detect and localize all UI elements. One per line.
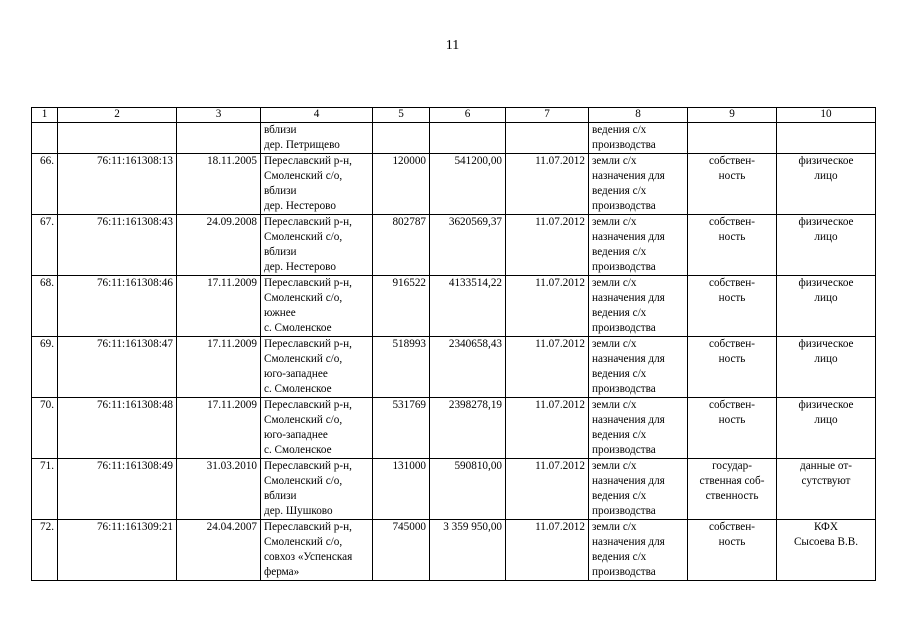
category-line: производства: [592, 383, 656, 395]
right-type-line: собствен-: [708, 216, 755, 228]
holder-line: физическое: [798, 338, 854, 350]
column-header: 9: [688, 108, 777, 123]
right-type-cell: [688, 398, 777, 459]
category-line: производства: [592, 566, 656, 578]
right-type-line: собствен-: [708, 155, 755, 167]
holder-line: Сысоева В.В.: [793, 536, 859, 548]
registration-date-cell: 17.11.2009: [177, 398, 261, 459]
address-line: вблизи: [264, 185, 297, 197]
column-header: 5: [373, 108, 430, 123]
right-type-line: ность: [718, 536, 746, 548]
table-row: [32, 276, 876, 337]
category-line: ведения с/х: [592, 368, 647, 380]
area-cell: 131000: [373, 459, 430, 520]
registration-date-cell: 24.04.2007: [177, 520, 261, 581]
cadastral-number-cell: 76:11:161308:48: [58, 398, 177, 459]
address-line: совхоз «Успенская: [264, 551, 353, 563]
category-line: ведения с/х: [592, 246, 647, 258]
cell-empty: [58, 123, 177, 154]
column-header: 8: [589, 108, 688, 123]
category-line: производства: [592, 200, 656, 212]
cell-empty: [430, 123, 506, 154]
holder-cell: [777, 276, 876, 337]
address-line: Смоленский с/о,: [264, 231, 343, 243]
category-line: земли с/х: [592, 460, 637, 472]
cadastral-cost-cell: 2398278,19: [430, 398, 506, 459]
category-cell: [589, 154, 688, 215]
address-line: юго-западнее: [264, 429, 328, 441]
holder-line: физическое: [798, 277, 854, 289]
right-type-cell: [688, 215, 777, 276]
cost-date-cell: 11.07.2012: [506, 398, 589, 459]
cell-empty: [688, 123, 777, 154]
category-line: назначения для: [592, 231, 665, 243]
right-type-line: государ-: [712, 460, 752, 472]
cadastral-cost-cell: 3 359 950,00: [430, 520, 506, 581]
category-cell: [589, 215, 688, 276]
holder-line: лицо: [814, 414, 838, 426]
table-row: [32, 337, 876, 398]
right-type-cell: [688, 337, 777, 398]
address-line: юго-западнее: [264, 368, 328, 380]
category-line: ведения с/х: [592, 490, 647, 502]
category-line: назначения для: [592, 353, 665, 365]
row-number-cell: 71.: [32, 459, 58, 520]
holder-cell: [777, 215, 876, 276]
address-line: Смоленский с/о,: [264, 414, 343, 426]
holder-line: физическое: [798, 155, 854, 167]
address-cell: [261, 215, 373, 276]
right-type-line: ственность: [705, 490, 759, 502]
cadastral-number-cell: 76:11:161308:46: [58, 276, 177, 337]
address-line: южнее: [264, 307, 296, 319]
cell-empty: [373, 123, 430, 154]
holder-cell: [777, 337, 876, 398]
category-cell: [589, 276, 688, 337]
cell-empty: [177, 123, 261, 154]
address-line: Переславский р-н,: [264, 460, 352, 472]
category-line: ведения с/х: [592, 429, 647, 441]
holder-line: данные от-: [800, 460, 852, 472]
category-line: назначения для: [592, 292, 665, 304]
area-cell: 518993: [373, 337, 430, 398]
column-header: 4: [261, 108, 373, 123]
address-cell: [261, 337, 373, 398]
holder-line: лицо: [814, 170, 838, 182]
holder-line: лицо: [814, 292, 838, 304]
cadastral-cost-cell: 2340658,43: [430, 337, 506, 398]
column-number-row: [32, 108, 876, 123]
cadastral-number-cell: 76:11:161308:43: [58, 215, 177, 276]
address-line: Смоленский с/о,: [264, 292, 343, 304]
address-line: Переславский р-н,: [264, 155, 352, 167]
holder-cell: [777, 520, 876, 581]
holder-line: сутствуют: [801, 475, 851, 487]
category-cell: [589, 398, 688, 459]
cost-date-cell: 11.07.2012: [506, 154, 589, 215]
table-row: [32, 154, 876, 215]
address-line: с. Смоленское: [264, 444, 332, 456]
area-cell: 916522: [373, 276, 430, 337]
cadastral-number-cell: 76:11:161308:49: [58, 459, 177, 520]
category-cell: [589, 459, 688, 520]
category-cell: [589, 337, 688, 398]
cost-date-cell: 11.07.2012: [506, 459, 589, 520]
cost-date-cell: 11.07.2012: [506, 520, 589, 581]
right-type-cell: [688, 520, 777, 581]
cost-date-cell: 11.07.2012: [506, 215, 589, 276]
address-line: Переславский р-н,: [264, 399, 352, 411]
holder-cell: [777, 154, 876, 215]
category-cell: [589, 123, 688, 154]
address-cell: [261, 276, 373, 337]
category-line: производства: [592, 139, 656, 151]
registration-date-cell: 18.11.2005: [177, 154, 261, 215]
address-line: Переславский р-н,: [264, 216, 352, 228]
category-line: земли с/х: [592, 277, 637, 289]
cost-date-cell: 11.07.2012: [506, 337, 589, 398]
category-line: назначения для: [592, 475, 665, 487]
registration-date-cell: 24.09.2008: [177, 215, 261, 276]
category-line: назначения для: [592, 536, 665, 548]
page-number: 11: [445, 38, 460, 53]
address-line: с. Смоленское: [264, 383, 332, 395]
registration-date-cell: 31.03.2010: [177, 459, 261, 520]
address-line: Смоленский с/о,: [264, 536, 343, 548]
category-line: ведения с/х: [592, 307, 647, 319]
column-header: 10: [777, 108, 876, 123]
category-line: ведения с/х: [592, 185, 647, 197]
holder-line: физическое: [798, 216, 854, 228]
table-row: [32, 459, 876, 520]
row-number-cell: 66.: [32, 154, 58, 215]
cadastral-number-cell: 76:11:161309:21: [58, 520, 177, 581]
column-header: 3: [177, 108, 261, 123]
address-line: Переславский р-н,: [264, 521, 352, 533]
address-line: ферма»: [264, 566, 300, 578]
area-cell: 120000: [373, 154, 430, 215]
address-line: дер. Петрищево: [264, 139, 340, 151]
right-type-line: ность: [718, 292, 746, 304]
right-type-cell: [688, 459, 777, 520]
table-row: [32, 520, 876, 581]
row-number-cell: 67.: [32, 215, 58, 276]
holder-cell: [777, 398, 876, 459]
column-header: 2: [58, 108, 177, 123]
registration-date-cell: 17.11.2009: [177, 276, 261, 337]
category-line: земли с/х: [592, 155, 637, 167]
column-header: 1: [32, 108, 58, 123]
right-type-cell: [688, 154, 777, 215]
continuation-row: [32, 123, 876, 154]
right-type-line: ность: [718, 414, 746, 426]
table-row: [32, 398, 876, 459]
category-line: производства: [592, 505, 656, 517]
holder-line: КФХ: [814, 521, 838, 533]
column-header: 7: [506, 108, 589, 123]
category-line: производства: [592, 261, 656, 273]
registration-date-cell: 17.11.2009: [177, 337, 261, 398]
right-type-line: ность: [718, 231, 746, 243]
land-registry-table: [31, 107, 876, 581]
category-line: ведения с/х: [592, 124, 647, 136]
address-line: дер. Шушково: [264, 505, 333, 517]
cost-date-cell: 11.07.2012: [506, 276, 589, 337]
right-type-line: собствен-: [708, 338, 755, 350]
category-line: земли с/х: [592, 399, 637, 411]
category-line: назначения для: [592, 414, 665, 426]
right-type-line: ственная соб-: [699, 475, 765, 487]
address-line: дер. Нестерово: [264, 200, 336, 212]
right-type-line: собствен-: [708, 399, 755, 411]
holder-line: лицо: [814, 353, 838, 365]
cadastral-number-cell: 76:11:161308:13: [58, 154, 177, 215]
area-cell: 802787: [373, 215, 430, 276]
cadastral-cost-cell: 590810,00: [430, 459, 506, 520]
cell-empty: [506, 123, 589, 154]
row-number-cell: 69.: [32, 337, 58, 398]
address-line: Смоленский с/о,: [264, 170, 343, 182]
address-line: вблизи: [264, 124, 297, 136]
right-type-line: ность: [718, 353, 746, 365]
right-type-cell: [688, 276, 777, 337]
address-cell: [261, 154, 373, 215]
category-line: земли с/х: [592, 521, 637, 533]
address-cell: [261, 459, 373, 520]
address-line: вблизи: [264, 490, 297, 502]
address-cell: [261, 123, 373, 154]
table-row: [32, 215, 876, 276]
cell-empty: [32, 123, 58, 154]
area-cell: 745000: [373, 520, 430, 581]
row-number-cell: 68.: [32, 276, 58, 337]
address-line: Переславский р-н,: [264, 277, 352, 289]
category-line: земли с/х: [592, 338, 637, 350]
area-cell: 531769: [373, 398, 430, 459]
address-line: дер. Нестерово: [264, 261, 336, 273]
category-line: назначения для: [592, 170, 665, 182]
category-line: производства: [592, 322, 656, 334]
right-type-line: ность: [718, 170, 746, 182]
address-line: с. Смоленское: [264, 322, 332, 334]
cadastral-cost-cell: 3620569,37: [430, 215, 506, 276]
row-number-cell: 70.: [32, 398, 58, 459]
holder-line: физическое: [798, 399, 854, 411]
category-cell: [589, 520, 688, 581]
holder-line: лицо: [814, 231, 838, 243]
address-cell: [261, 398, 373, 459]
address-line: Переславский р-н,: [264, 338, 352, 350]
address-cell: [261, 520, 373, 581]
category-line: земли с/х: [592, 216, 637, 228]
address-line: Смоленский с/о,: [264, 475, 343, 487]
category-line: ведения с/х: [592, 551, 647, 563]
category-line: производства: [592, 444, 656, 456]
row-number-cell: 72.: [32, 520, 58, 581]
cadastral-cost-cell: 4133514,22: [430, 276, 506, 337]
column-header: 6: [430, 108, 506, 123]
cadastral-cost-cell: 541200,00: [430, 154, 506, 215]
cadastral-number-cell: 76:11:161308:47: [58, 337, 177, 398]
cell-empty: [777, 123, 876, 154]
address-line: вблизи: [264, 246, 297, 258]
right-type-line: собствен-: [708, 277, 755, 289]
holder-cell: [777, 459, 876, 520]
address-line: Смоленский с/о,: [264, 353, 343, 365]
right-type-line: собствен-: [708, 521, 755, 533]
